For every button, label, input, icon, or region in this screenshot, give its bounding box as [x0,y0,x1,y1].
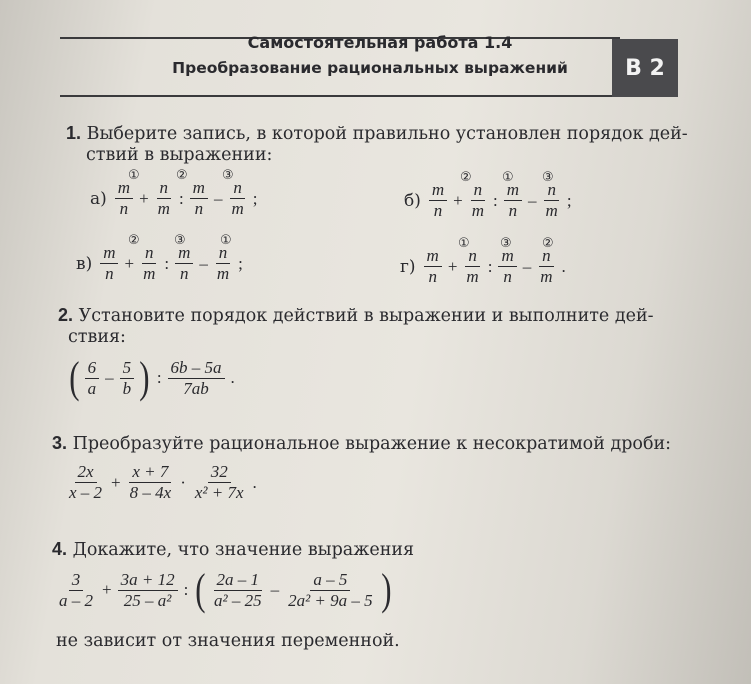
task1-text-line2: ствий в выражении: [86,145,273,165]
task4-text: Докажите, что значение выражения [72,540,415,560]
option-v-label: в) [76,253,93,274]
page-title: Самостоятельная работа 1.4 [247,33,513,52]
task2-text-line2: ствия: [68,327,126,347]
option-g-label: г) [400,256,416,277]
order-mark: ② [542,236,554,251]
task1-line1 [66,122,688,145]
task3-expression: $\frac{2x}{x - 2}$ + $\frac{x + 7}{8 - 4x}$ · $\frac{32}{\text{x² + 7x}}$ . [69,462,257,502]
order-mark: ① [458,236,470,251]
task2-text-line1: Установите порядок действий в выражении и выполните дей- [78,306,654,326]
header [60,25,675,97]
option-a-label: а) [90,188,107,209]
task1-option-a: а) $\frac{m}{n}$ + $\frac{n}{m}$ : $\frac{m}{n}$ – $\frac{n}{m}$ ; ① ② ③ [90,168,258,218]
task2-line1 [58,304,654,327]
task1-text-line1: Выберите запись, в которой правильно установлен порядок дей- [86,124,688,144]
task4-line [52,538,414,561]
task1-option-b: б) $\frac{m}{n}$ + $\frac{n}{m}$ : $\frac{m}{n}$ – $\frac{n}{m}$ ; ② ① ③ [404,170,572,220]
task1-number: 1. [66,123,82,143]
order-mark: ② [176,168,188,183]
task4-number: 4. [52,539,68,559]
order-mark: ② [460,170,472,185]
order-mark: ① [128,168,140,183]
header-bottom-rule [60,95,620,97]
order-mark: ③ [222,168,234,183]
order-mark: ③ [500,236,512,251]
order-mark: ③ [174,233,186,248]
order-mark: ① [220,233,232,248]
task1-option-v: в) $\frac{m}{n}$ + $\frac{n}{m}$ : $\frac{m}{n}$ – $\frac{n}{m}$ ; ② ③ ① [76,233,243,283]
task1-option-g: г) $\frac{m}{n}$ + $\frac{n}{m}$ : $\frac{m}{n}$ – $\frac{n}{m}$ . ① ③ ② [400,236,566,286]
task4-expression: $\frac{3}{a - 2}$ + $\frac{3a + 12}{\text{25 – a²}}$ : ( $\frac{2a - 1}{\text{a² – 25}}$ – $\frac{a - 5}{\text{2a² + 9a – 5}}$ ) [59,565,392,614]
task4-footer: не зависит от значения переменной. [56,631,400,651]
variant-badge: В 2 [612,39,678,97]
task3-number: 3. [52,433,68,453]
order-mark: ① [502,170,514,185]
page-subtitle: Преобразование рациональных выражений [172,59,568,77]
option-b-label: б) [404,190,421,211]
task3-line [52,432,671,455]
task2-expression: ( $\frac{6}{a}$ – $\frac{5}{b}$ ) : $\frac{6b - 5a}{7ab}$ . [69,353,235,402]
order-mark: ③ [542,170,554,185]
task2-number: 2. [58,305,74,325]
order-mark: ② [128,233,140,248]
task3-text: Преобразуйте рациональное выражение к несократимой дроби: [72,434,672,454]
